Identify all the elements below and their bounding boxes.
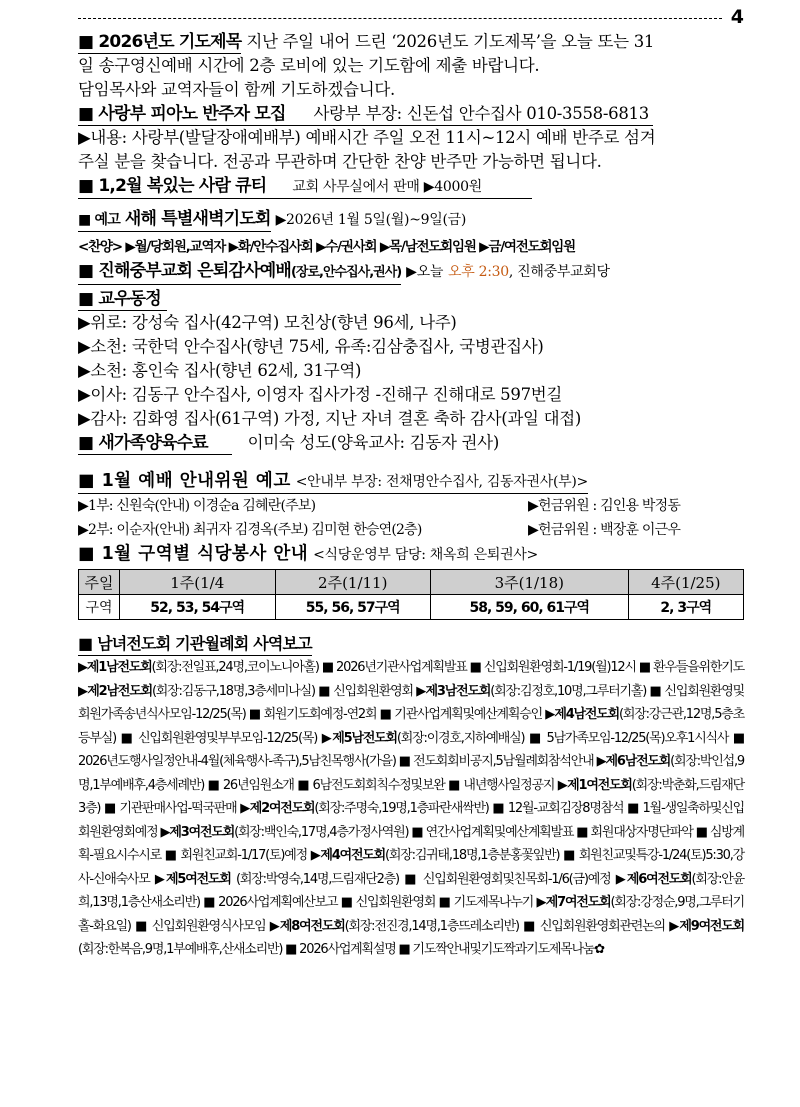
piano-title: ■ 사랑부 피아노 반주자 모집 [78,104,286,124]
meal-section [78,542,744,567]
table-header-cell: 2주(1/11) [275,570,431,595]
dawn-choir: <찬양> ▶월/당회원,교역자 ▶화/안수집사회 ▶수/권사회 ▶목/남전도회임원 ▶금/여전도회임원 [78,239,575,255]
ushers-row1-right: ▶헌금위원 : 김인용 박정동 [528,498,681,514]
meal-sub: <식당운영부 담당: 채옥희 은퇴권사> [313,547,538,563]
prayer-line1: 지난 주일 내어 드린 ‘2026년도 기도제목’을 오늘 또는 31 [246,32,655,51]
ushers-sub: <안내부 부장: 전채명안수집사, 김동자권사(부)> [295,474,588,490]
retire-place: , 진해중부교회당 [508,264,610,280]
prayer-title: ■ 2026년도 기도제목 [78,32,242,52]
prayer-section [78,30,744,54]
table-cell: 55, 56, 57구역 [275,595,431,620]
table-header-cell: 3주(1/18) [431,570,629,595]
mens-section [78,632,744,656]
report-segment: ▶제2여전도회(회장:주명숙,19명,1층파란새싹반) ■ 12월-교회김장8명참석 ■ 1월-생일축하및신입회원환영회예정 [78,801,744,840]
table-cell: 구역 [79,595,120,620]
meal-table [78,569,744,620]
retire-sub: (장로,안수집사,권사) [290,265,402,280]
piano-section [78,102,744,126]
table-cell: 2, 3구역 [628,595,743,620]
dawn-header [78,208,271,232]
piano-line1: ▶내용: 사랑부(발달장애예배부) 예배시간 주일 오전 11시~12시 예배 반주로 섬겨 [78,128,656,147]
report-segment: ▶제6여전도회(회장:안윤희,13명,1층산새소리반) ■ 2026사업계획예산보고 ■ 신입회원환영회 ■ 기도제목나누기 [78,871,745,910]
dawn-date: ▶2026년 1월 5일(월)~9일(금) [275,212,467,228]
piano-line2: 주실 분을 찾습니다. 전공과 무관하며 간단한 찬양 반주만 가능하면 됩니다. [78,152,602,171]
ushers-row1 [78,494,744,518]
news-item: ▶소천: 홍인숙 집사(향년 62세, 31구역) [78,361,362,380]
retire-time: 오후 2:30 [448,264,509,280]
ushers-header [78,470,588,494]
prayer-line2: 일 송구영신예배 시간에 2층 로비에 있는 기도함에 제출 바랍니다. [78,56,540,75]
retire-header [78,260,401,285]
family-section [78,431,744,455]
table-header-cell: 4주(1/25) [628,570,743,595]
report-segment: ▶제8여전도회(회장:전진경,14명,1층뜨레소리반) ■ 신입회원환영회관련논의 [269,918,665,934]
family-title: ■ 새가족양육수료 [78,432,232,455]
meal-title: ■ 1월 구역별 식당봉사 안내 [78,544,309,564]
news-item: ▶위로: 강성숙 집사(42구역) 모친상(향년 96세, 나주) [78,313,457,332]
dawn-prefix: ■ 예고 [78,212,120,228]
report-segment: ▶제2남전도회(회장:김동구,18명,3층세미나실) ■ 신입회원환영회 [78,683,413,699]
report-segment: ▶제4여전도회(회장:김귀태,18명,1층분홍꽃잎반) ■ 회원친교및특강-1/24(토)5:30,강사-신애숙사모 [78,848,745,887]
report-segment: ▶제9여전도회(회장:한복음,9명,1부예배후,산새소리반) ■ 2026사업계획설명 ■ 기도짝안내및기도짝과기도제목나눔✿ [78,918,745,957]
mens-title: ■ 남녀전도회 기관월례회 사역보고 [78,633,312,656]
report-segment: ▶제7여전도회(회장:강정순,9명,그루터기홀-화요일) ■ 신입회원환영식사모임 [78,895,745,934]
report-segment: ▶제3여전도회(회장:백인숙,17명,4층가정사역원) ■ 연간사업계획및예산계획발표 ■ 회원대상자명단파악 ■ 심방계획-필요시수시로 ■ 회원친교회-1/17(토)예정 [78,824,744,863]
retire-title: ■ 진해중부교회 은퇴감사예배 [78,261,291,281]
ushers-row2-left: ▶2부: 이순자(안내) 최귀자 김경옥(주보) 김미현 한승연(2층) [78,522,422,538]
ushers-row2-right: ▶헌금위원 : 백장훈 이근우 [528,522,681,538]
page-header [78,6,744,30]
piano-header [78,103,653,126]
ushers-title: ■ 1월 예배 안내위원 예고 [78,471,291,491]
table-cell: 52, 53, 54구역 [120,595,276,620]
dawn-title: 새해 특별새벽기도회 [124,209,271,229]
report-segment: ▶제1남전도회(회장:전일표,24명,코이노니아홀) ■ 2026년기관사업계획발표 ■ 신입회원환영회-1/19(월)12시 ■ 환우들을위한기도 [78,660,744,675]
report-segment: ▶제1여전도회(회장:박춘화,드림재단3층) ■ 기관판매사업-떡국판매 [78,777,745,816]
report-segment: ▶제3남전도회(회장:김정호,10명,그루터기홀) ■ 신입회원환영및회원가족송년식사모임-12/25(목) ■ 회원기도회예정-연2회 ■ 기관사업계획및예산계획승인 [78,683,745,722]
page-number: 4 [730,6,744,28]
news-item: ▶소천: 국한덕 안수집사(향년 75세, 유족:김삼충집사, 국병관집사) [78,337,544,356]
ushers-row2 [78,518,744,542]
news-item: ▶이사: 김동구 안수집사, 이영자 집사가정 -진해구 진해대로 597번길 [78,385,563,404]
family-info: 이미숙 성도(양육교사: 김동자 권사) [247,433,499,452]
piano-contact: 사랑부 부장: 신돈섭 안수집사 010-3558-6813 [313,104,649,123]
table-header-row [79,570,744,595]
table-header-cell: 1주(1/4 [120,570,276,595]
retire-time-prefix: ▶오늘 [406,264,444,280]
report-segment: ▶제5여전도회 (회장:박영숙,14명,드림재단2층) ■ 신입회원환영회및친목회-1/6(금)예정 [154,871,611,887]
table-cell: 58, 59, 60, 61구역 [431,595,629,620]
dawn-section [78,207,744,232]
bulletin-page [78,6,744,962]
qt-info: 교회 사무실에서 판매 ▶4000원 [292,179,482,195]
ushers-section [78,469,744,494]
table-header-cell: 주일 [79,570,120,595]
news-item: ▶감사: 김화영 집사(61구역) 가정, 지난 자녀 결혼 축하 감사(과일 대접) [78,409,582,428]
dashed-divider [78,18,722,19]
news-section [78,287,744,311]
table-row [79,595,744,620]
qt-section [78,174,744,199]
qt-header [78,175,532,199]
report-segment: ▶제6남전도회(회장:박인섭,9명,1부예배후,4층세례반) ■ 26년임원소개 ■ 6남전도회회칙수정및보완 ■ 내년행사일정공지 [78,754,745,793]
news-title: ■ 교우동정 [78,288,167,311]
prayer-line3: 담임목사와 교역자들이 함께 기도하겠습니다. [78,80,395,99]
ushers-row1-left: ▶1부: 신원숙(안내) 이경순a 김혜란(주보) [78,498,316,514]
qt-title: ■ 1,2월 복있는 사람 큐티 [78,176,267,196]
mens-report [78,656,744,962]
report-segment: ▶제5남전도회(회장:이경호,지하예배실) ■ 5남가족모임-12/25(목)오후1시식사 ■ 2026년도행사일정안내-4월(체육행사-족구),5남친목행사(가을) ■ 전도회회비공지,5남월례회참석안내 [78,730,745,769]
retire-section [78,259,744,285]
report-segment: ▶제4남전도회(회장:강근관,12명,5층초등부실) ■ 신입회원환영및부부모임-12/25(목) [78,707,744,746]
